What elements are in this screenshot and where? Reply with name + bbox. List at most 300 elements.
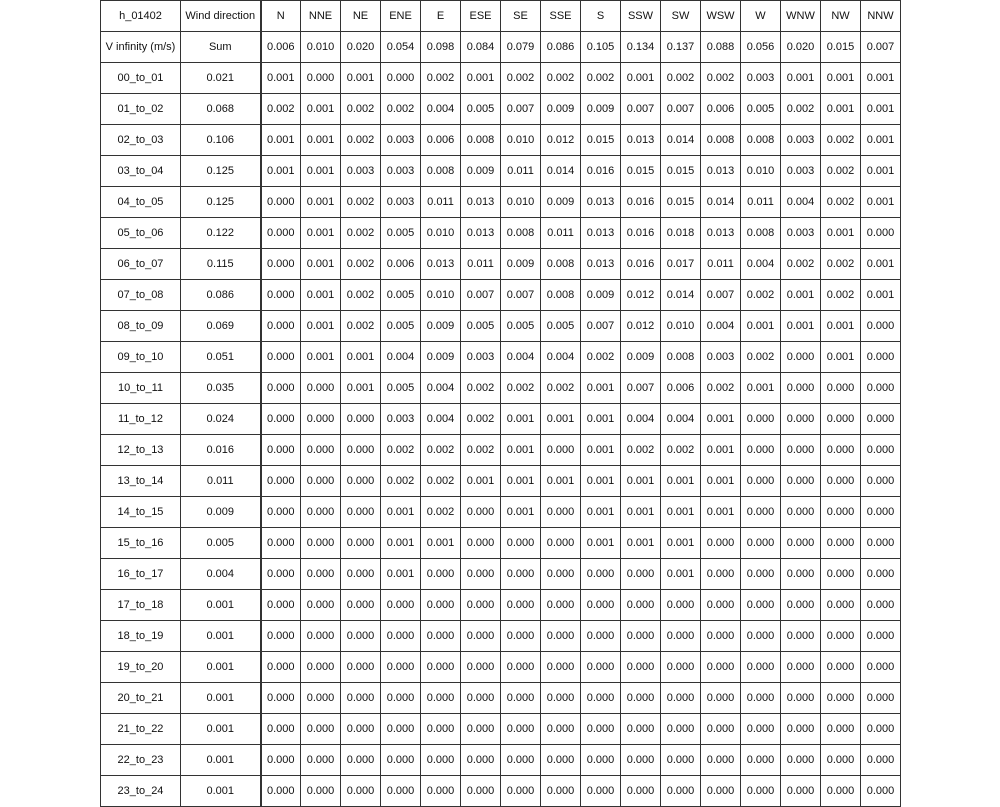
frequency-cell: 0.000 [861, 683, 901, 714]
frequency-cell: 0.000 [261, 435, 301, 466]
direction-sum-cell: 0.010 [301, 32, 341, 63]
speed-bin-sum-cell: 0.051 [181, 342, 261, 373]
frequency-cell: 0.000 [341, 652, 381, 683]
frequency-cell: 0.006 [381, 249, 421, 280]
frequency-cell: 0.001 [701, 404, 741, 435]
frequency-cell: 0.001 [621, 63, 661, 94]
frequency-cell: 0.000 [461, 621, 501, 652]
speed-bin-sum-cell: 0.069 [181, 311, 261, 342]
frequency-cell: 0.000 [741, 404, 781, 435]
frequency-cell: 0.001 [701, 435, 741, 466]
frequency-cell: 0.007 [501, 94, 541, 125]
speed-bin-sum-cell: 0.004 [181, 559, 261, 590]
direction-header-label: Wind direction [181, 1, 261, 32]
frequency-cell: 0.002 [581, 63, 621, 94]
frequency-cell: 0.013 [461, 218, 501, 249]
frequency-cell: 0.000 [301, 559, 341, 590]
frequency-cell: 0.000 [421, 714, 461, 745]
frequency-cell: 0.016 [621, 249, 661, 280]
frequency-cell: 0.009 [421, 311, 461, 342]
frequency-cell: 0.010 [421, 218, 461, 249]
frequency-cell: 0.002 [421, 466, 461, 497]
frequency-cell: 0.000 [461, 590, 501, 621]
frequency-cell: 0.001 [701, 497, 741, 528]
frequency-cell: 0.000 [701, 714, 741, 745]
frequency-cell: 0.013 [581, 187, 621, 218]
speed-header-label: V infinity (m/s) [101, 32, 181, 63]
frequency-cell: 0.000 [781, 528, 821, 559]
frequency-cell: 0.000 [741, 652, 781, 683]
frequency-cell: 0.002 [341, 280, 381, 311]
wind-frequency-table [100, 0, 901, 807]
frequency-cell: 0.018 [661, 218, 701, 249]
frequency-cell: 0.000 [341, 497, 381, 528]
speed-bin-sum-cell: 0.086 [181, 280, 261, 311]
frequency-cell: 0.000 [661, 745, 701, 776]
frequency-cell: 0.012 [621, 311, 661, 342]
direction-header: NNW [861, 1, 901, 32]
frequency-cell: 0.015 [661, 187, 701, 218]
speed-bin-cell: 13_to_14 [101, 466, 181, 497]
speed-bin-sum-cell: 0.001 [181, 621, 261, 652]
speed-bin-cell: 03_to_04 [101, 156, 181, 187]
frequency-cell: 0.001 [821, 94, 861, 125]
frequency-cell: 0.001 [661, 497, 701, 528]
frequency-cell: 0.015 [661, 156, 701, 187]
speed-bin-sum-cell: 0.001 [181, 683, 261, 714]
frequency-cell: 0.000 [861, 745, 901, 776]
direction-header: SE [501, 1, 541, 32]
speed-bin-cell: 23_to_24 [101, 776, 181, 807]
frequency-cell: 0.000 [741, 590, 781, 621]
frequency-cell: 0.008 [741, 125, 781, 156]
frequency-cell: 0.000 [461, 559, 501, 590]
frequency-cell: 0.001 [661, 466, 701, 497]
frequency-cell: 0.000 [381, 683, 421, 714]
frequency-cell: 0.000 [781, 714, 821, 745]
frequency-cell: 0.000 [461, 776, 501, 807]
frequency-cell: 0.013 [581, 218, 621, 249]
speed-bin-cell: 00_to_01 [101, 63, 181, 94]
frequency-cell: 0.002 [341, 187, 381, 218]
table-row [101, 63, 901, 94]
frequency-cell: 0.002 [661, 63, 701, 94]
table-row [101, 528, 901, 559]
frequency-cell: 0.014 [661, 125, 701, 156]
frequency-cell: 0.000 [741, 559, 781, 590]
frequency-cell: 0.000 [781, 590, 821, 621]
table-row [101, 590, 901, 621]
frequency-cell: 0.003 [381, 187, 421, 218]
frequency-cell: 0.000 [741, 435, 781, 466]
frequency-cell: 0.001 [461, 466, 501, 497]
frequency-cell: 0.009 [541, 187, 581, 218]
frequency-cell: 0.000 [861, 714, 901, 745]
frequency-cell: 0.006 [661, 373, 701, 404]
frequency-cell: 0.009 [421, 342, 461, 373]
table-row [101, 683, 901, 714]
frequency-cell: 0.000 [381, 652, 421, 683]
frequency-cell: 0.001 [381, 559, 421, 590]
frequency-cell: 0.002 [341, 94, 381, 125]
frequency-cell: 0.002 [621, 435, 661, 466]
direction-sum-cell: 0.086 [541, 32, 581, 63]
frequency-cell: 0.000 [341, 590, 381, 621]
direction-header: E [421, 1, 461, 32]
direction-header: ESE [461, 1, 501, 32]
frequency-cell: 0.000 [701, 745, 741, 776]
frequency-cell: 0.000 [861, 342, 901, 373]
speed-bin-sum-cell: 0.122 [181, 218, 261, 249]
frequency-cell: 0.013 [461, 187, 501, 218]
frequency-cell: 0.000 [541, 745, 581, 776]
frequency-cell: 0.000 [861, 776, 901, 807]
frequency-cell: 0.000 [741, 683, 781, 714]
frequency-cell: 0.000 [421, 683, 461, 714]
frequency-cell: 0.000 [741, 621, 781, 652]
frequency-cell: 0.000 [661, 683, 701, 714]
frequency-cell: 0.002 [821, 249, 861, 280]
direction-sum-cell: 0.007 [861, 32, 901, 63]
frequency-cell: 0.001 [381, 497, 421, 528]
frequency-cell: 0.001 [501, 497, 541, 528]
frequency-cell: 0.004 [701, 311, 741, 342]
frequency-cell: 0.001 [541, 404, 581, 435]
frequency-cell: 0.000 [261, 559, 301, 590]
frequency-cell: 0.001 [301, 187, 341, 218]
frequency-cell: 0.000 [301, 497, 341, 528]
frequency-cell: 0.000 [621, 621, 661, 652]
frequency-cell: 0.000 [701, 652, 741, 683]
direction-header: W [741, 1, 781, 32]
speed-bin-cell: 21_to_22 [101, 714, 181, 745]
frequency-cell: 0.000 [501, 776, 541, 807]
frequency-cell: 0.008 [541, 249, 581, 280]
speed-bin-sum-cell: 0.001 [181, 776, 261, 807]
frequency-cell: 0.002 [341, 125, 381, 156]
frequency-cell: 0.000 [581, 714, 621, 745]
frequency-cell: 0.000 [701, 590, 741, 621]
frequency-cell: 0.000 [821, 590, 861, 621]
frequency-cell: 0.000 [621, 683, 661, 714]
direction-sum-cell: 0.056 [741, 32, 781, 63]
speed-bin-sum-cell: 0.024 [181, 404, 261, 435]
frequency-cell: 0.000 [781, 373, 821, 404]
frequency-cell: 0.000 [341, 404, 381, 435]
speed-bin-cell: 08_to_09 [101, 311, 181, 342]
frequency-cell: 0.002 [501, 373, 541, 404]
frequency-cell: 0.012 [621, 280, 661, 311]
frequency-cell: 0.002 [821, 280, 861, 311]
frequency-cell: 0.001 [501, 466, 541, 497]
frequency-cell: 0.000 [661, 590, 701, 621]
speed-bin-sum-cell: 0.021 [181, 63, 261, 94]
frequency-cell: 0.000 [741, 466, 781, 497]
frequency-cell: 0.016 [621, 187, 661, 218]
frequency-cell: 0.000 [861, 559, 901, 590]
direction-sum-cell: 0.015 [821, 32, 861, 63]
frequency-cell: 0.001 [461, 63, 501, 94]
table-row [101, 435, 901, 466]
header-row [101, 1, 901, 32]
frequency-cell: 0.003 [381, 156, 421, 187]
speed-bin-cell: 14_to_15 [101, 497, 181, 528]
frequency-cell: 0.001 [301, 125, 341, 156]
frequency-cell: 0.000 [381, 621, 421, 652]
frequency-cell: 0.000 [781, 745, 821, 776]
speed-bin-cell: 07_to_08 [101, 280, 181, 311]
frequency-cell: 0.002 [381, 435, 421, 466]
sum-row [101, 32, 901, 63]
frequency-cell: 0.007 [621, 94, 661, 125]
frequency-cell: 0.000 [541, 435, 581, 466]
frequency-cell: 0.007 [621, 373, 661, 404]
frequency-cell: 0.001 [621, 528, 661, 559]
frequency-cell: 0.000 [261, 652, 301, 683]
frequency-cell: 0.000 [461, 745, 501, 776]
frequency-cell: 0.000 [301, 776, 341, 807]
frequency-cell: 0.000 [821, 435, 861, 466]
direction-header: SW [661, 1, 701, 32]
table-row [101, 311, 901, 342]
frequency-cell: 0.005 [381, 218, 421, 249]
speed-bin-sum-cell: 0.125 [181, 187, 261, 218]
frequency-cell: 0.004 [541, 342, 581, 373]
frequency-cell: 0.000 [701, 621, 741, 652]
frequency-cell: 0.005 [381, 311, 421, 342]
direction-sum-cell: 0.105 [581, 32, 621, 63]
frequency-cell: 0.000 [261, 373, 301, 404]
frequency-cell: 0.001 [781, 63, 821, 94]
frequency-cell: 0.014 [541, 156, 581, 187]
frequency-cell: 0.001 [821, 311, 861, 342]
frequency-cell: 0.002 [821, 187, 861, 218]
frequency-cell: 0.000 [381, 745, 421, 776]
frequency-cell: 0.000 [301, 745, 341, 776]
frequency-cell: 0.000 [301, 590, 341, 621]
frequency-cell: 0.004 [501, 342, 541, 373]
table-row [101, 714, 901, 745]
frequency-cell: 0.000 [421, 621, 461, 652]
speed-bin-cell: 05_to_06 [101, 218, 181, 249]
frequency-cell: 0.000 [821, 559, 861, 590]
frequency-cell: 0.003 [381, 125, 421, 156]
frequency-cell: 0.000 [261, 404, 301, 435]
direction-sum-cell: 0.098 [421, 32, 461, 63]
frequency-cell: 0.008 [501, 218, 541, 249]
frequency-cell: 0.000 [261, 590, 301, 621]
table-row [101, 497, 901, 528]
frequency-cell: 0.001 [581, 528, 621, 559]
frequency-cell: 0.003 [701, 342, 741, 373]
frequency-cell: 0.000 [301, 652, 341, 683]
speed-bin-sum-cell: 0.115 [181, 249, 261, 280]
frequency-cell: 0.000 [461, 683, 501, 714]
frequency-cell: 0.000 [381, 590, 421, 621]
frequency-cell: 0.010 [501, 125, 541, 156]
frequency-cell: 0.000 [421, 590, 461, 621]
frequency-cell: 0.001 [301, 249, 341, 280]
frequency-cell: 0.000 [781, 559, 821, 590]
frequency-cell: 0.005 [461, 311, 501, 342]
frequency-cell: 0.000 [541, 497, 581, 528]
frequency-cell: 0.000 [421, 745, 461, 776]
frequency-cell: 0.000 [461, 497, 501, 528]
table-row [101, 342, 901, 373]
frequency-cell: 0.000 [621, 590, 661, 621]
frequency-cell: 0.000 [541, 590, 581, 621]
frequency-cell: 0.008 [461, 125, 501, 156]
frequency-cell: 0.000 [781, 466, 821, 497]
frequency-cell: 0.002 [541, 63, 581, 94]
speed-bin-cell: 02_to_03 [101, 125, 181, 156]
frequency-cell: 0.001 [861, 63, 901, 94]
frequency-cell: 0.000 [301, 63, 341, 94]
frequency-cell: 0.000 [261, 621, 301, 652]
frequency-cell: 0.000 [701, 683, 741, 714]
frequency-cell: 0.006 [701, 94, 741, 125]
frequency-cell: 0.009 [501, 249, 541, 280]
frequency-cell: 0.005 [541, 311, 581, 342]
frequency-cell: 0.000 [621, 714, 661, 745]
frequency-cell: 0.004 [381, 342, 421, 373]
frequency-cell: 0.002 [781, 94, 821, 125]
frequency-cell: 0.001 [541, 466, 581, 497]
frequency-cell: 0.008 [421, 156, 461, 187]
direction-sum-cell: 0.006 [261, 32, 301, 63]
speed-bin-sum-cell: 0.001 [181, 714, 261, 745]
frequency-cell: 0.001 [701, 466, 741, 497]
frequency-cell: 0.009 [581, 94, 621, 125]
frequency-cell: 0.000 [741, 714, 781, 745]
frequency-cell: 0.013 [581, 249, 621, 280]
frequency-cell: 0.000 [261, 280, 301, 311]
frequency-cell: 0.001 [861, 280, 901, 311]
frequency-cell: 0.000 [621, 776, 661, 807]
frequency-cell: 0.005 [381, 280, 421, 311]
frequency-cell: 0.003 [781, 156, 821, 187]
frequency-cell: 0.000 [261, 311, 301, 342]
frequency-cell: 0.013 [701, 218, 741, 249]
speed-bin-cell: 04_to_05 [101, 187, 181, 218]
frequency-cell: 0.001 [581, 373, 621, 404]
frequency-cell: 0.000 [741, 528, 781, 559]
speed-bin-cell: 01_to_02 [101, 94, 181, 125]
frequency-cell: 0.000 [501, 621, 541, 652]
frequency-cell: 0.000 [581, 683, 621, 714]
frequency-cell: 0.010 [741, 156, 781, 187]
frequency-cell: 0.000 [821, 745, 861, 776]
speed-bin-sum-cell: 0.035 [181, 373, 261, 404]
frequency-cell: 0.000 [541, 528, 581, 559]
frequency-cell: 0.001 [821, 218, 861, 249]
frequency-cell: 0.001 [781, 311, 821, 342]
frequency-cell: 0.000 [821, 528, 861, 559]
frequency-cell: 0.015 [581, 125, 621, 156]
frequency-cell: 0.000 [861, 218, 901, 249]
frequency-cell: 0.016 [581, 156, 621, 187]
frequency-cell: 0.001 [341, 373, 381, 404]
speed-bin-cell: 12_to_13 [101, 435, 181, 466]
sum-header-label: Sum [181, 32, 261, 63]
direction-sum-cell: 0.020 [781, 32, 821, 63]
speed-bin-sum-cell: 0.011 [181, 466, 261, 497]
frequency-cell: 0.000 [341, 528, 381, 559]
table-row [101, 373, 901, 404]
frequency-cell: 0.000 [261, 342, 301, 373]
frequency-cell: 0.000 [501, 745, 541, 776]
direction-sum-cell: 0.134 [621, 32, 661, 63]
frequency-cell: 0.013 [621, 125, 661, 156]
speed-bin-cell: 18_to_19 [101, 621, 181, 652]
frequency-cell: 0.000 [461, 714, 501, 745]
speed-bin-cell: 19_to_20 [101, 652, 181, 683]
frequency-cell: 0.001 [581, 497, 621, 528]
frequency-cell: 0.001 [741, 373, 781, 404]
frequency-cell: 0.000 [301, 435, 341, 466]
frequency-cell: 0.006 [421, 125, 461, 156]
frequency-cell: 0.000 [501, 652, 541, 683]
speed-bin-sum-cell: 0.001 [181, 652, 261, 683]
frequency-cell: 0.002 [461, 373, 501, 404]
frequency-cell: 0.004 [661, 404, 701, 435]
speed-bin-cell: 09_to_10 [101, 342, 181, 373]
frequency-cell: 0.000 [861, 404, 901, 435]
frequency-cell: 0.000 [861, 466, 901, 497]
frequency-cell: 0.000 [861, 590, 901, 621]
table-row [101, 745, 901, 776]
frequency-cell: 0.001 [581, 404, 621, 435]
frequency-cell: 0.000 [341, 745, 381, 776]
frequency-cell: 0.013 [421, 249, 461, 280]
frequency-cell: 0.000 [261, 187, 301, 218]
frequency-cell: 0.007 [581, 311, 621, 342]
frequency-cell: 0.002 [261, 94, 301, 125]
direction-header: N [261, 1, 301, 32]
direction-header: S [581, 1, 621, 32]
direction-header: ENE [381, 1, 421, 32]
speed-bin-sum-cell: 0.016 [181, 435, 261, 466]
table-row [101, 156, 901, 187]
frequency-cell: 0.004 [741, 249, 781, 280]
frequency-cell: 0.002 [341, 218, 381, 249]
frequency-cell: 0.001 [421, 528, 461, 559]
frequency-cell: 0.002 [661, 435, 701, 466]
frequency-cell: 0.000 [861, 311, 901, 342]
frequency-cell: 0.009 [621, 342, 661, 373]
frequency-cell: 0.002 [421, 497, 461, 528]
frequency-cell: 0.009 [461, 156, 501, 187]
speed-bin-cell: 10_to_11 [101, 373, 181, 404]
frequency-cell: 0.000 [381, 63, 421, 94]
frequency-cell: 0.000 [781, 342, 821, 373]
direction-header: SSE [541, 1, 581, 32]
frequency-cell: 0.000 [301, 466, 341, 497]
frequency-cell: 0.000 [421, 652, 461, 683]
frequency-cell: 0.002 [821, 156, 861, 187]
direction-header: SSW [621, 1, 661, 32]
frequency-cell: 0.003 [461, 342, 501, 373]
frequency-cell: 0.000 [861, 435, 901, 466]
frequency-cell: 0.000 [781, 683, 821, 714]
frequency-cell: 0.002 [541, 373, 581, 404]
direction-sum-cell: 0.054 [381, 32, 421, 63]
frequency-cell: 0.000 [781, 435, 821, 466]
frequency-cell: 0.000 [581, 559, 621, 590]
frequency-cell: 0.005 [381, 373, 421, 404]
frequency-cell: 0.001 [341, 342, 381, 373]
frequency-cell: 0.004 [421, 94, 461, 125]
